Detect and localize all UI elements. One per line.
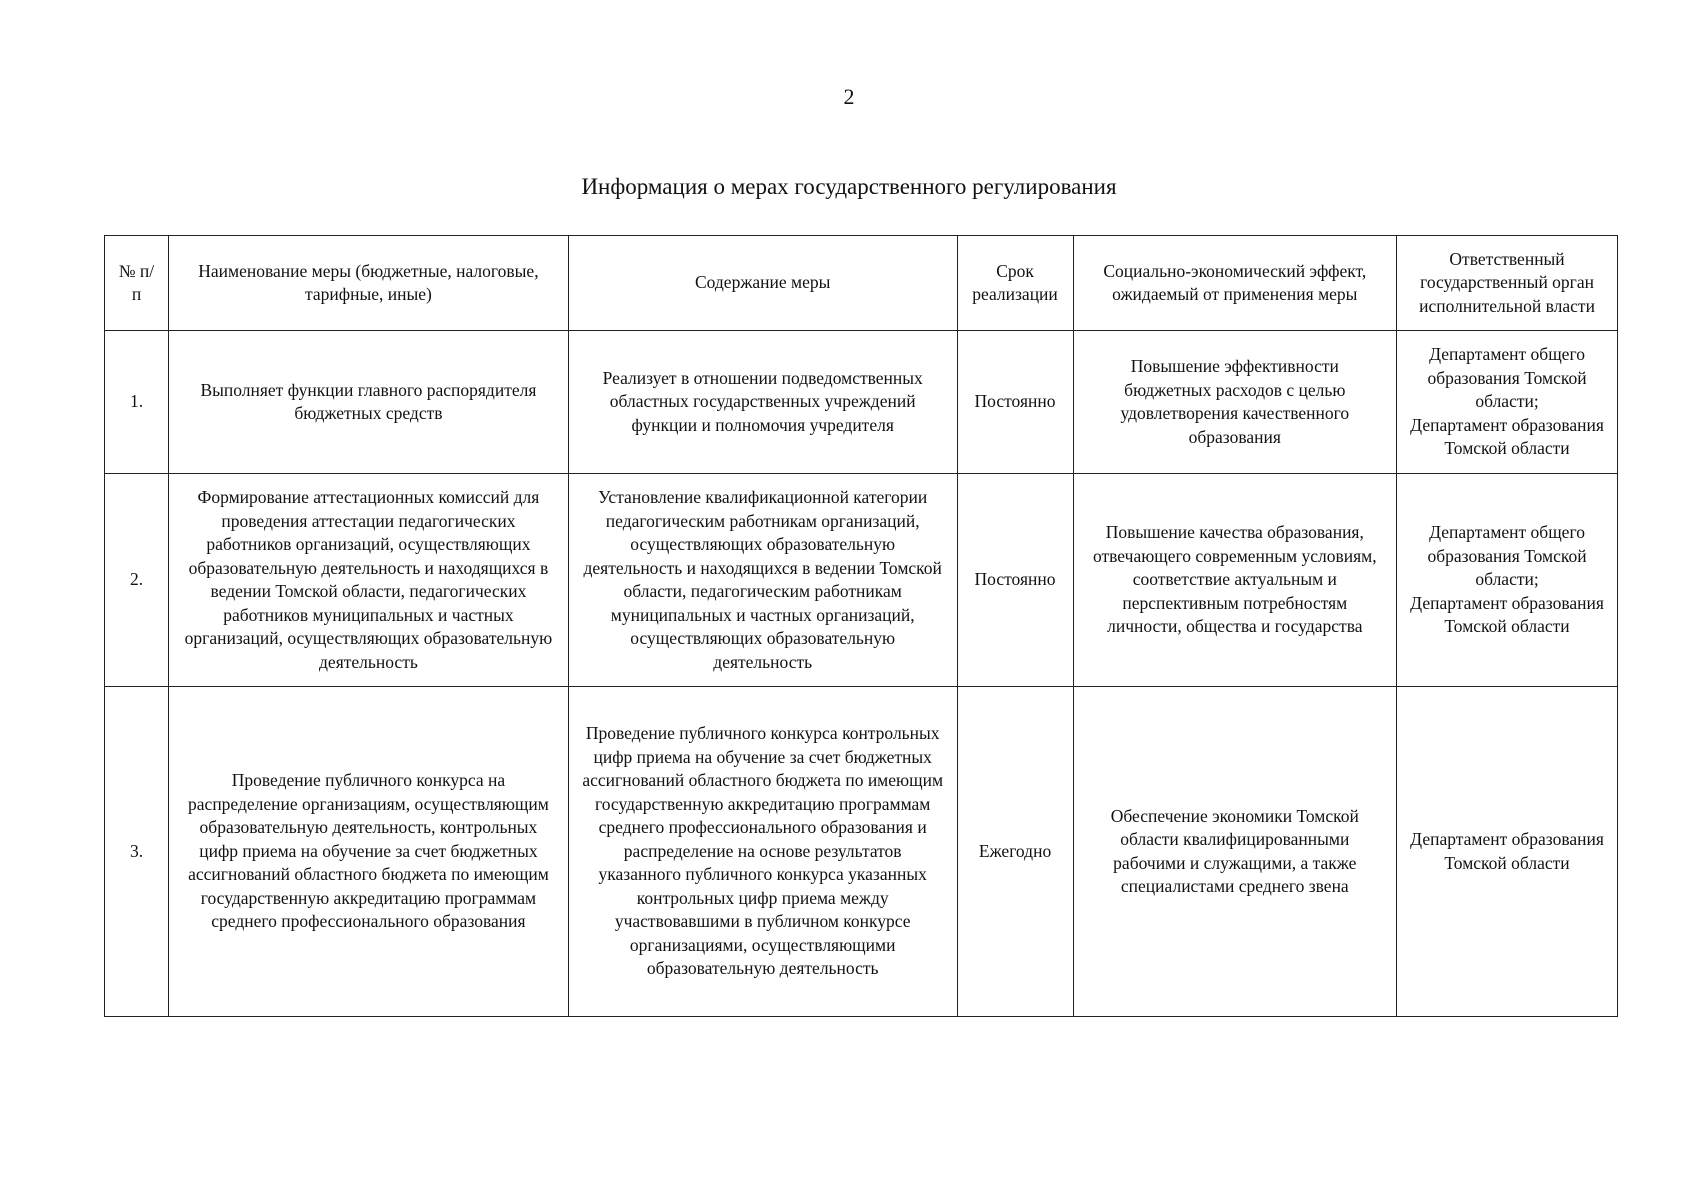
- org-line: Департамент образования Томской области: [1410, 592, 1604, 637]
- table-header-row: [105, 236, 1618, 331]
- cell-term: Постоянно: [957, 331, 1073, 474]
- cell-org: [1397, 474, 1618, 687]
- cell-effect: Обеспечение экономики Томской области квалифицированными рабочими и служащими, а также специалистами среднего звена: [1073, 687, 1397, 1017]
- cell-name: Проведение публичного конкурса на распределение организациям, осуществляющим образовательную деятельность, контрольных цифр приема на обучение за счет бюджетных ассигнований областного бюджета по имеющим государственную аккредитацию программам среднего профессионального образования: [169, 687, 569, 1017]
- cell-org: [1397, 331, 1618, 474]
- header-content: Содержание меры: [568, 236, 957, 331]
- cell-effect: Повышение качества образования, отвечающего современным условиям, соответствие актуальным и перспективным потребностям личности, общества и государства: [1073, 474, 1397, 687]
- header-org: Ответственный государственный орган исполнительной власти: [1397, 236, 1618, 331]
- cell-term: Постоянно: [957, 474, 1073, 687]
- table-row: [105, 331, 1618, 474]
- cell-num: 1.: [105, 331, 169, 474]
- cell-content: Реализует в отношении подведомственных областных государственных учреждений функции и полномочия учредителя: [568, 331, 957, 474]
- table-row: [105, 687, 1618, 1017]
- cell-term: Ежегодно: [957, 687, 1073, 1017]
- measures-table: [104, 235, 1618, 1017]
- header-name: Наименование меры (бюджетные, налоговые, тарифные, иные): [169, 236, 569, 331]
- page-number: 2: [843, 84, 855, 109]
- table-row: [105, 474, 1618, 687]
- cell-content: Установление квалификационной категории педагогическим работникам организаций, осуществляющих образовательную деятельность и находящихся в ведении Томской области, педагогическим работникам муниципальных и частных организаций, осуществляющих образовательную деятельность: [568, 474, 957, 687]
- document-title: Информация о мерах государственного регулирования: [581, 174, 1117, 199]
- cell-name: Выполняет функции главного распорядителя бюджетных средств: [169, 331, 569, 474]
- org-line: Департамент образования Томской области: [1410, 829, 1604, 873]
- org-line: Департамент образования Томской области: [1410, 414, 1604, 459]
- cell-content: Проведение публичного конкурса контрольных цифр приема на обучение за счет бюджетных ассигнований областного бюджета по имеющим государственную аккредитацию программам среднего профессионального образования и распределение на основе результатов указанного публичного конкурса указанных контрольных цифр приема между участвовавшими в публичном конкурсе организациями, осуществляющими образовательную деятельность: [568, 687, 957, 1017]
- header-effect: Социально-экономический эффект, ожидаемый от применения меры: [1073, 236, 1397, 331]
- header-num: № п/п: [105, 236, 169, 331]
- cell-name: Формирование аттестационных комиссий для проведения аттестации педагогических работников организаций, осуществляющих образовательную деятельность и находящихся в ведении Томской области, педагогических работников муниципальных и частных организаций, осуществляющих образовательную деятельность: [169, 474, 569, 687]
- cell-num: 3.: [105, 687, 169, 1017]
- cell-org: [1397, 687, 1618, 1017]
- cell-effect: Повышение эффективности бюджетных расходов с целью удовлетворения качественного образования: [1073, 331, 1397, 474]
- org-line: Департамент общего образования Томской области;: [1427, 344, 1587, 412]
- cell-num: 2.: [105, 474, 169, 687]
- header-term: Срок реализации: [957, 236, 1073, 331]
- org-line: Департамент общего образования Томской области;: [1427, 522, 1587, 590]
